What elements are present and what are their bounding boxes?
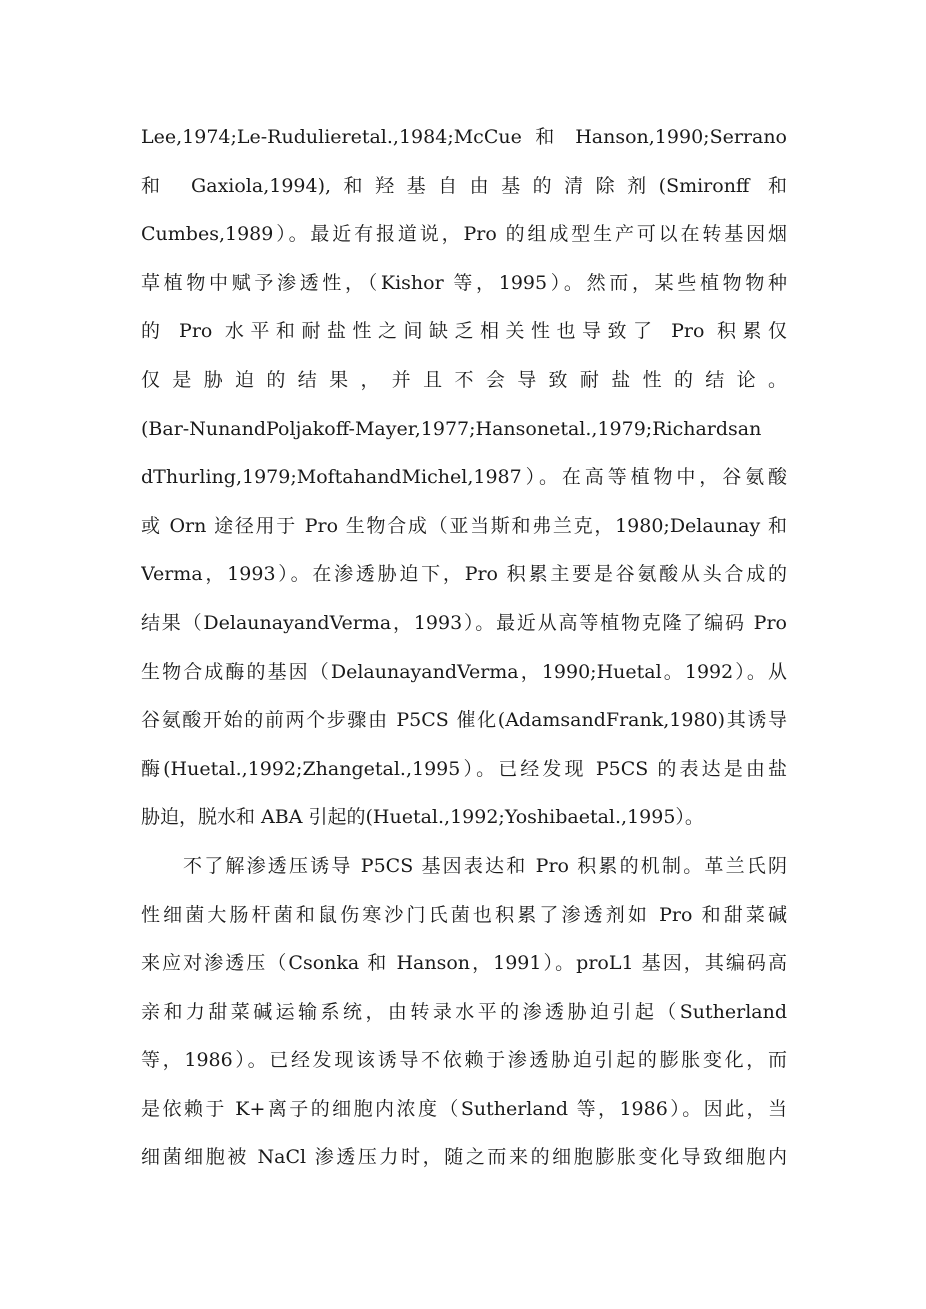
text-line: 仅是胁迫的结果，并且不会导致耐盐性的结论。 [141, 368, 787, 391]
text-line: 生物合成酶的基因（DelaunayandVerma，1990;Huetal。1992）。从 [141, 660, 787, 683]
text-line: 结果（DelaunayandVerma，1993）。最近从高等植物克隆了编码 Pro [141, 611, 787, 634]
text-line: 细菌细胞被 NaCl 渗透压力时，随之而来的细胞膨胀变化导致细胞内 [141, 1146, 787, 1169]
text-line: 草植物中赋予渗透性，（Kishor 等，1995）。然而，某些植物物种 [141, 271, 787, 294]
text-line: 胁迫，脱水和 ABA 引起的(Huetal.,1992;Yoshibaetal.,1995）。 [141, 806, 704, 829]
text-line: 性细菌大肠杆菌和鼠伤寒沙门氏菌也积累了渗透剂如 Pro 和甜菜碱 [141, 903, 787, 926]
paragraph-2 [141, 842, 787, 1182]
text-line: Cumbes,1989）。最近有报道说，Pro 的组成型生产可以在转基因烟 [141, 223, 787, 246]
text-line: 等，1986）。已经发现该诱导不依赖于渗透胁迫引起的膨胀变化，而 [141, 1049, 787, 1072]
text-line: 或 Orn 途径用于 Pro 生物合成（亚当斯和弗兰克，1980;Delaunay 和 [141, 514, 787, 537]
text-line: 酶(Huetal.,1992;Zhangetal.,1995）。已经发现 P5CS 的表达是由盐 [141, 757, 787, 780]
text-line: 亲和力甜菜碱运输系统，由转录水平的渗透胁迫引起（Sutherland [141, 1000, 787, 1023]
text-line: 来应对渗透压（Csonka 和 Hanson，1991）。proL1 基因，其编码高 [141, 952, 787, 975]
body-text [141, 113, 787, 1182]
text-line: 是依赖于 K+离子的细胞内浓度（Sutherland 等，1986）。因此，当 [141, 1097, 787, 1120]
text-line: (Bar-NunandPoljakoff-Mayer,1977;Hansonetal.,1979;Richardsan [141, 417, 762, 440]
text-line: 的 Pro 水平和耐盐性之间缺乏相关性也导致了 Pro 积累仅 [141, 320, 787, 343]
text-line: Lee,1974;Le-Rudulieretal.,1984;McCue 和 Hanson,1990;Serrano [141, 126, 787, 148]
text-line: 不了解渗透压诱导 P5CS 基因表达和 Pro 积累的机制。革兰氏阴 [183, 854, 787, 877]
text-line: 谷氨酸开始的前两个步骤由 P5CS 催化(AdamsandFrank,1980)其诱导 [141, 709, 787, 732]
text-line: dThurling,1979;MoftahandMichel,1987）。在高等植物中，谷氨酸 [141, 466, 787, 489]
text-line: Verma，1993）。在渗透胁迫下，Pro 积累主要是谷氨酸从头合成的 [141, 563, 787, 586]
text-line: 和 Gaxiola,1994),和羟基自由基的清除剂(Smironff 和 [141, 174, 787, 197]
paragraph-1 [141, 113, 787, 842]
